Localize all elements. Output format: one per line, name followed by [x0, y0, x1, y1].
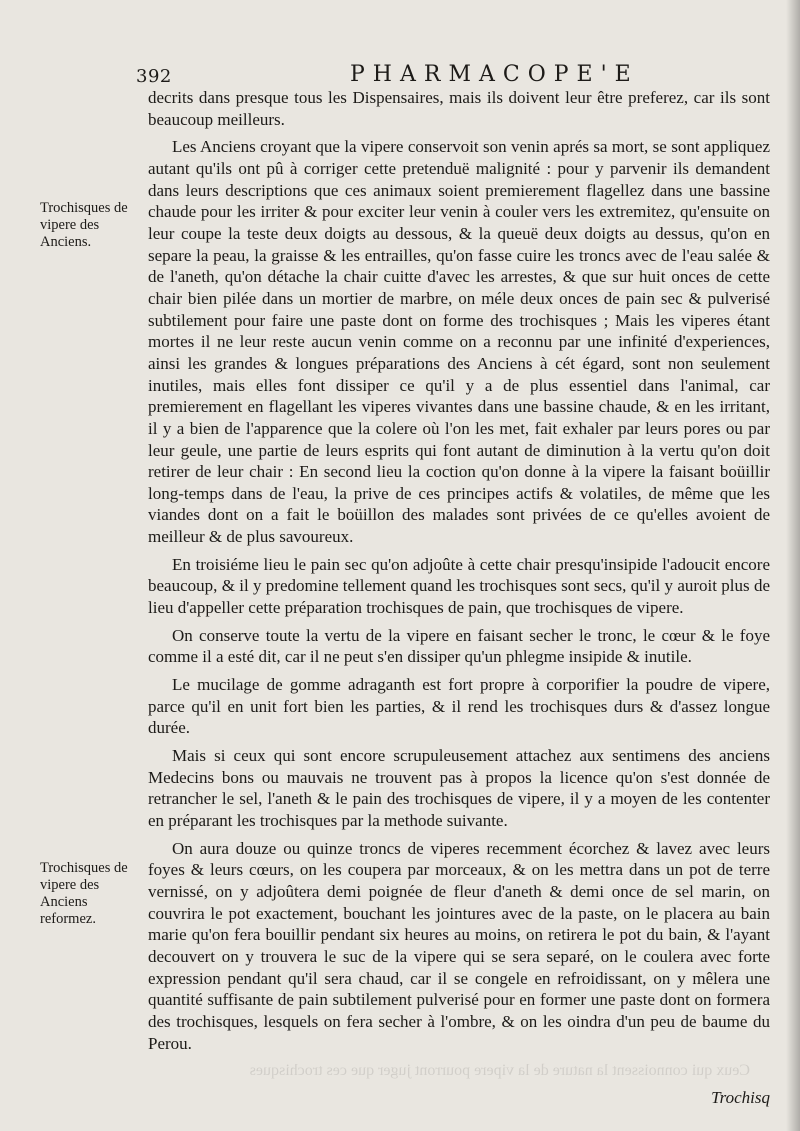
body-text — [148, 87, 770, 1060]
paragraph-scrupulous: Mais si ceux qui sont encore scrupuleusement attachez aux sentimens des anciens Medecins bons ou mauvais ne trouvent pas à propos la licence qu'on s'est donnée de retrancher le sel, l'aneth & le pain des trochisques de vipere, il y a moyen de les contenter en préparant les trochisques par la methode suivante. — [148, 746, 770, 830]
margin-note-ancient-trochisques: Trochisques de vipere des Anciens. — [40, 200, 128, 250]
paragraph-conservation: On conserve toute la vertu de la vipere en faisant secher le tronc, le cœur & le foye comme il a esté dit, car il ne peut s'en dissiper qu'un phlegme insipide & inutile. — [148, 625, 770, 667]
show-through-text: Ceux qui connoissent la nature de la vipere pourront juger que ces trochisques — [249, 1062, 750, 1079]
catchword: Trochisq — [711, 1088, 770, 1107]
paragraph-third-place: En troisiéme lieu le pain sec qu'on adjoûte à cette chair presqu'insipide l'adoucit encore beaucoup, & il y predomine tellement quand les trochisques sont secs, qu'il y auroit plus de lieu d'appeller cette préparation trochisques de pain, que trochisques de vipere. — [148, 554, 770, 618]
page-header — [136, 60, 770, 90]
paragraph-continuation: decrits dans presque tous les Dispensaires, mais ils doivent leur être preferez, car ils sont beaucoup meilleurs. — [148, 88, 770, 129]
margin-note-reformed-trochisques: Trochisques de vipere des Anciens reformez. — [40, 860, 128, 927]
page-number: 392 — [136, 66, 172, 87]
running-head: PHARMACOPE'E — [350, 62, 639, 87]
paragraph-mucilage: Le mucilage de gomme adraganth est fort propre à corporifier la poudre de vipere, parce qu'il en unit fort bien les parties, & il rend les trochisques durs & d'assez longue durée. — [148, 675, 770, 738]
paragraph-method: On aura douze ou quinze troncs de viperes recemment écorchez & lavez avec leurs foyes & leurs cœurs, on les coupera par morceaux, & on les mettra dans un pot de terre vernissé, on y adjoûtera demi poignée de fleur d'aneth & demi once de sel marin, on couvrira le pot exactement, bouchant les jointures avec de la paste, on le placera au bain marie qu'on fera bouillir pendant six heures au moins, on retirera le pot du bain, & l'ayant decouvert on y trouvera le suc de la vipere qui se sera separé, on le coulera avec forte expression pendant qu'il sera chaud, car il se congele en refroidissant, on y mêlera une quantité suffisante de pain subtilement pulverisé pour en former une paste dont on formera des trochisques, lesquels on fera secher à l'ombre, & on les oindra d'un peu de baume du Perou. — [148, 838, 770, 1053]
page-binding-shadow — [786, 0, 800, 1131]
paragraph-ancients-belief: Les Anciens croyant que la vipere conservoit son venin aprés sa mort, se sont appliquez autant qu'ils ont pû à corriger cette pretenduë malignité : pour y parvenir ils demandent dans leurs descriptions que ces animaux soient premierement flagellez dans une bassine chaude pour les irriter & pour exciter leur venin à couler vers les extremitez, qu'ensuite on leur coupe la teste deux doigts au dessous, & la queuë deux doigts au dessus, qu'on en separe la peau, la graisse & les entrailles, qu'on fasse cuire les troncs avec de l'eau salée & de l'aneth, qu'on détache la chair cuitte d'avec les arrestes, & que sur huit onces de cette chair bien pilée dans un mortier de marbre, on méle deux onces de pain sec & pulverisé subtilement pour faire une paste dont on forme des trochisques ; Mais les viperes étant mortes il ne leur reste aucun venin comme on a reconnu par une infinité d'experiences, ainsi les grandes & longues préparations des Anciens à cét égard, sont non seulement inutiles, mais elles font dissiper ce qu'il y a de plus essentiel dans l'animal, car premierement en flagellant les viperes vivantes dans une bassine chaude, & en les irritant, il y a bien de l'apparence que la colere où l'on les met, fait exhaler par leurs pores ou par leur geule, une partie de leurs esprits qui font autant de diminution à la vertu qu'on doit retirer de leur chair : En second lieu la coction qu'on donne à la vipere la faisant boüillir long-temps dans de l'eau, la prive de ces principes actifs & volatiles, de même que les viandes dont on a fait le boüillon des malades sont privées de ce qu'elles avoient de meilleur & de plus savoureux. — [148, 137, 770, 547]
